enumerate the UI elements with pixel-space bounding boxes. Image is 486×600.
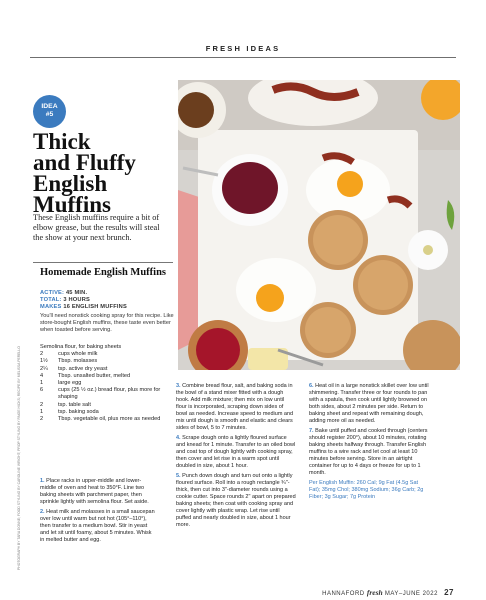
ingredient-qty: 2¼ bbox=[40, 365, 48, 372]
ingredient-text: Tbsp. vegetable oil, plus more as needed bbox=[58, 416, 161, 423]
active-label: ACTIVE: bbox=[40, 290, 65, 296]
ingredient-item bbox=[40, 416, 178, 423]
step-text: Punch down dough and turn out onto a lightly floured surface. Roll into a rough rectangle ¾"-thick, then cut into 3"-diameter rounds using a cookie cutter. Space rounds 2" apart on prepared baking sheets; then coat with cooking spray and cover lightly with plastic wrap. Let rise until puffed and nearly doubled in size, about 1 hour more. bbox=[176, 473, 296, 528]
ingredient-item bbox=[40, 358, 178, 365]
page-footer bbox=[322, 588, 454, 597]
page-number: 27 bbox=[444, 588, 454, 597]
active-time: 45 MIN. bbox=[65, 290, 88, 296]
step-1 bbox=[40, 478, 157, 506]
idea-badge bbox=[33, 95, 66, 128]
ingredient-qty: 4 bbox=[40, 372, 44, 379]
step-4 bbox=[176, 435, 296, 470]
step-7 bbox=[309, 428, 429, 477]
ingredient-item bbox=[40, 366, 178, 373]
ingredient-list bbox=[40, 344, 178, 423]
step-number: 5. bbox=[176, 473, 181, 479]
step-5 bbox=[176, 473, 296, 529]
ingredient-item bbox=[40, 409, 178, 416]
ingredient-qty: 6 bbox=[40, 387, 44, 394]
step-number: 7. bbox=[309, 428, 314, 434]
makes-label: MAKES bbox=[40, 304, 62, 311]
step-number: 2. bbox=[40, 509, 45, 515]
step-text: Scrape dough onto a lightly floured surface and knead for 1 minute. Transfer to an oiled bowl and coat top of dough lightly with cooking spray, then cover and let rise in a warm spot until doubled in size, about 1 hour. bbox=[176, 435, 296, 469]
footer-issue: MAY–JUNE 2022 bbox=[384, 591, 438, 597]
nutrition-info: Per English Muffin: 260 Cal; 9g Fat (4.5g Sat Fat); 35mg Chol; 380mg Sodium; 36g Carb; 2g Fiber; 3g Sugar; 7g Protein bbox=[309, 480, 424, 500]
title-line: Muffins bbox=[33, 192, 111, 217]
total-label: TOTAL: bbox=[40, 297, 62, 304]
step-text: Heat milk and molasses in a small saucepan over low until warm but not hot (105°–110°), then transfer to a medium bowl. Stir in yeast and let sit until foamy, about 5 minutes. Whisk in melted butter and egg. bbox=[40, 509, 155, 543]
footer-brand: fresh bbox=[366, 588, 383, 597]
badge-line1: IDEA bbox=[41, 103, 58, 110]
total-time: 3 HOURS bbox=[63, 297, 90, 304]
ingredient-text: large egg bbox=[58, 380, 82, 387]
intro-text: These English muffins require a bit of elbow grease, but the results will steal the show at your next brunch. bbox=[33, 213, 160, 243]
ingredient-qty: 1½ bbox=[40, 358, 48, 365]
photo-credit: PHOTOGRAPH BY TARA DONNE; FOOD STYLING BY CAROLINE WRIGHT; PROP STYLING BY PAIGE HICKS; RECIPE BY MELISSA PERELLO bbox=[17, 346, 21, 570]
ingredient-qty: 1 bbox=[40, 380, 44, 387]
step-number: 4. bbox=[176, 435, 181, 441]
step-number: 1. bbox=[40, 478, 45, 484]
ingredient-text: tsp. baking soda bbox=[58, 408, 99, 415]
step-2 bbox=[40, 509, 157, 544]
recipe-title: Homemade English Muffins bbox=[40, 267, 167, 278]
step-text: Bake until puffed and cooked through (centers should register 200°), about 10 minutes, rotating baking sheets halfway through. Transfer English muffins to a wire rack and let cool at least 10 minutes before serving. Store in an airtight container for up to 4 days or freeze for up to 1 month. bbox=[309, 428, 428, 476]
ingredient-qty: 2 bbox=[40, 416, 44, 423]
title-line: English bbox=[33, 171, 108, 196]
title-line: Thick bbox=[33, 129, 91, 154]
recipe-meta bbox=[40, 290, 127, 312]
title-line: and Fluffy bbox=[33, 150, 136, 175]
ingredient-qty: 1 bbox=[40, 408, 44, 415]
step-text: Place racks in upper-middle and lower-middle of oven and heat to 350°F. Line two baking sheets with parchment paper, then sprinkle lightly with semolina flour. Set aside. bbox=[40, 478, 149, 505]
steps-column-3 bbox=[309, 383, 429, 504]
steps-column-1 bbox=[40, 478, 157, 547]
page-title bbox=[33, 131, 183, 215]
ingredient-text: Semolina flour, for baking sheets bbox=[40, 344, 122, 350]
ingredient-text: cups (25 ½ oz.) bread flour, plus more for shaping bbox=[58, 387, 161, 401]
ingredient-qty: 2 bbox=[40, 401, 44, 408]
step-number: 6. bbox=[309, 383, 314, 389]
step-6 bbox=[309, 383, 429, 425]
hero-photo bbox=[178, 80, 460, 370]
recipe-note: You'll need nonstick cooking spray for this recipe. Like store-bought English muffins, these taste even better when toasted before serving. bbox=[40, 313, 174, 334]
ingredient-item bbox=[40, 402, 178, 409]
section-label: FRESH IDEAS bbox=[205, 44, 281, 53]
ingredient-item bbox=[40, 344, 178, 351]
step-3 bbox=[176, 383, 296, 432]
step-text: Combine bread flour, salt, and baking soda in the bowl of a stand mixer fitted with a dough hook. Add milk mixture; then mix on low until flour is incorporated, scraping down sides of bowl as needed. Increase speed to medium and mix until dough is smooth and elastic and clears sides of bowl, 5 to 7 minutes. bbox=[176, 383, 294, 431]
ingredient-text: cups whole milk bbox=[58, 351, 98, 358]
recipe-rule bbox=[33, 262, 173, 263]
badge-line2: #5 bbox=[45, 111, 54, 118]
step-text: Heat oil in a large nonstick skillet over low until shimmering. Transfer three or four rounds to pan with a spatula, then cook until lightly browned on both sides, about 2 minutes per side. Return to baking sheet and repeat with remaining dough, adding more oil as needed. bbox=[309, 383, 429, 424]
ingredient-item bbox=[40, 351, 178, 358]
ingredient-item bbox=[40, 373, 178, 380]
ingredient-item bbox=[40, 387, 178, 401]
ingredient-text: Tbsp. unsalted butter, melted bbox=[58, 372, 131, 379]
makes-value: 16 ENGLISH MUFFINS bbox=[63, 304, 127, 311]
ingredient-text: tsp. table salt bbox=[58, 401, 91, 408]
hero-photo-illustration bbox=[178, 80, 460, 370]
steps-column-2 bbox=[176, 383, 296, 532]
ingredient-text: Tbsp. molasses bbox=[58, 358, 98, 365]
ingredient-text: tsp. active dry yeast bbox=[58, 365, 108, 372]
header-rule bbox=[30, 57, 456, 58]
ingredient-qty: 2 bbox=[40, 351, 44, 358]
footer-store: HANNAFORD bbox=[322, 591, 365, 597]
step-number: 3. bbox=[176, 383, 181, 389]
